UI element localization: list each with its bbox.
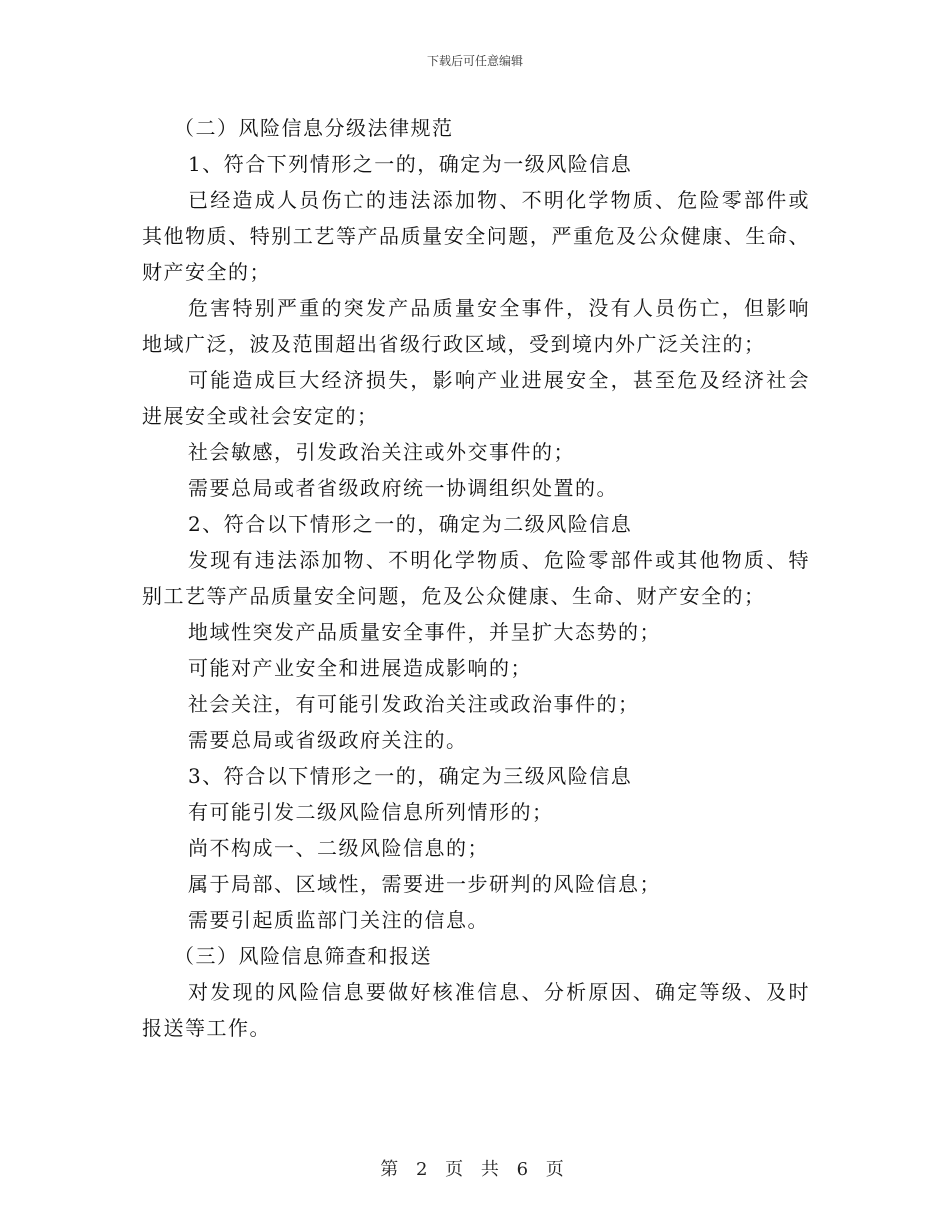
paragraph-line: 地域广泛，波及范围超出省级行政区域，受到境内外广泛关注的；	[142, 332, 766, 356]
paragraph-line: 财产安全的；	[142, 260, 271, 284]
section-heading: （三）风险信息筛查和报送	[174, 944, 432, 968]
paragraph-line: 尚不构成一、二级风险信息的；	[188, 836, 489, 860]
paragraph-line: 进展安全或社会安定的；	[142, 404, 379, 428]
paragraph-line: 地域性突发产品质量安全事件，并呈扩大态势的；	[188, 620, 661, 644]
paragraph-line: 有可能引发二级风险信息所列情形的；	[188, 800, 554, 824]
paragraph-line: 可能对产业安全和进展造成影响的；	[188, 656, 532, 680]
paragraph-line: 其他物质、特别工艺等产品质量安全问题，严重危及公众健康、生命、	[142, 224, 810, 248]
paragraph-line: 属于局部、区域性，需要进一步研判的风险信息；	[188, 872, 661, 896]
paragraph-line: 报送等工作。	[142, 1016, 271, 1040]
paragraph-line: 危害特别严重的突发产品质量安全事件，没有人员伤亡，但影响	[188, 296, 810, 320]
paragraph-line: 对发现的风险信息要做好核准信息、分析原因、确定等级、及时	[188, 980, 810, 1004]
subsection-heading: 3、符合以下情形之一的，确定为三级风险信息	[188, 764, 633, 788]
document-body	[142, 110, 810, 1046]
subsection-heading: 2、符合以下情形之一的，确定为二级风险信息	[188, 512, 633, 536]
paragraph-line: 社会关注，有可能引发政治关注或政治事件的；	[188, 692, 640, 716]
subsection-heading: 1、符合下列情形之一的，确定为一级风险信息	[188, 152, 633, 176]
paragraph-line: 别工艺等产品质量安全问题，危及公众健康、生命、财产安全的；	[142, 584, 766, 608]
paragraph-line: 可能造成巨大经济损失，影响产业进展安全，甚至危及经济社会	[188, 368, 810, 392]
paragraph-line: 需要引起质监部门关注的信息。	[188, 908, 489, 932]
section-heading: （二）风险信息分级法律规范	[174, 116, 454, 140]
page-header: 下载后可任意编辑	[426, 54, 523, 68]
paragraph-line: 社会敏感，引发政治关注或外交事件的；	[188, 440, 575, 464]
paragraph-line: 需要总局或省级政府关注的。	[188, 728, 468, 752]
paragraph-line: 已经造成人员伤亡的违法添加物、不明化学物质、危险零部件或	[188, 188, 810, 212]
page-number: 第 2 页 共 6 页	[380, 1159, 570, 1180]
paragraph-line: 需要总局或者省级政府统一协调组织处置的。	[188, 476, 618, 500]
paragraph-line: 发现有违法添加物、不明化学物质、危险零部件或其他物质、特	[188, 548, 810, 572]
